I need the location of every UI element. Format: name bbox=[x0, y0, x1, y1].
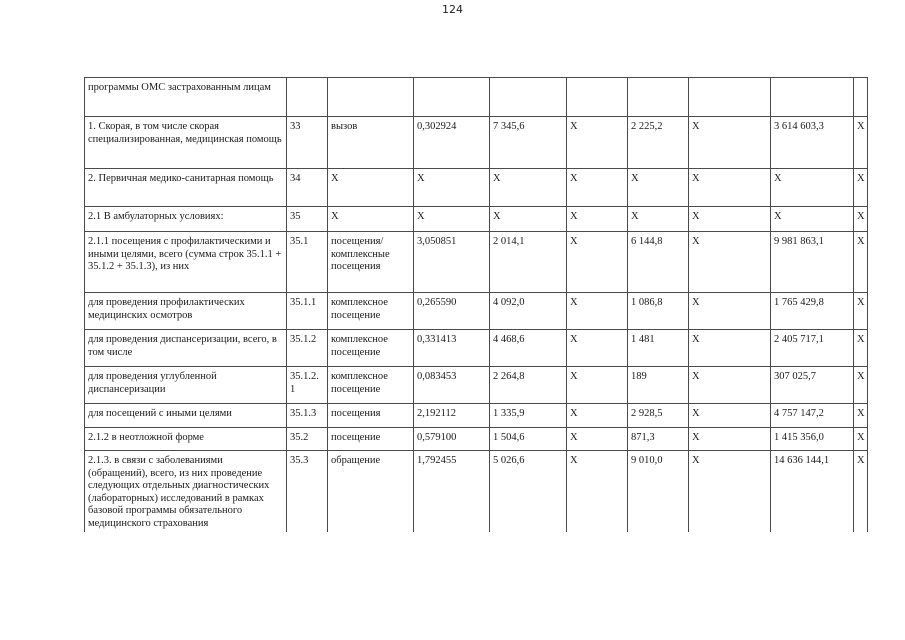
row-x-cell: Х bbox=[689, 330, 771, 367]
row-norm-volume-cell bbox=[414, 78, 490, 117]
row-norm-volume-cell: 3,050851 bbox=[414, 232, 490, 293]
row-x-cell bbox=[567, 78, 628, 117]
report-table bbox=[84, 77, 868, 532]
row-name-cell: для посещений с иными целями bbox=[85, 404, 287, 428]
row-norm-cost-cell: Х bbox=[490, 207, 567, 232]
row-x-cell: Х bbox=[854, 451, 868, 533]
table-row bbox=[85, 428, 868, 451]
row-code-cell: 35.1.2 bbox=[287, 330, 328, 367]
row-code-cell: 34 bbox=[287, 169, 328, 207]
row-x-cell: Х bbox=[567, 451, 628, 533]
row-per-capita-cell: 2 928,5 bbox=[628, 404, 689, 428]
row-x-cell: Х bbox=[689, 232, 771, 293]
row-norm-volume-cell: Х bbox=[414, 207, 490, 232]
row-x-cell: Х bbox=[567, 117, 628, 169]
row-norm-cost-cell: Х bbox=[490, 169, 567, 207]
table-row bbox=[85, 367, 868, 404]
row-x-cell bbox=[854, 78, 868, 117]
row-norm-volume-cell: 0,083453 bbox=[414, 367, 490, 404]
row-total-cell: 9 981 863,1 bbox=[771, 232, 854, 293]
row-code-cell: 33 bbox=[287, 117, 328, 169]
row-unit-cell: посещения/комплексные посещения bbox=[328, 232, 414, 293]
row-x-cell: Х bbox=[854, 207, 868, 232]
row-per-capita-cell: Х bbox=[628, 169, 689, 207]
row-norm-volume-cell: 0,265590 bbox=[414, 293, 490, 330]
row-name-cell: для проведения диспансеризации, всего, в том числе bbox=[85, 330, 287, 367]
row-x-cell: Х bbox=[689, 451, 771, 533]
row-x-cell: Х bbox=[854, 232, 868, 293]
row-total-cell: 1 415 356,0 bbox=[771, 428, 854, 451]
table-row bbox=[85, 169, 868, 207]
row-unit-cell bbox=[328, 78, 414, 117]
row-unit-cell: комплексное посещение bbox=[328, 330, 414, 367]
row-name-cell: для проведения профилактических медицинских осмотров bbox=[85, 293, 287, 330]
row-unit-cell: комплексное посещение bbox=[328, 293, 414, 330]
row-x-cell: Х bbox=[567, 367, 628, 404]
row-code-cell: 35.1.3 bbox=[287, 404, 328, 428]
row-total-cell: Х bbox=[771, 207, 854, 232]
table-row bbox=[85, 330, 868, 367]
row-x-cell: Х bbox=[854, 404, 868, 428]
row-code-cell: 35 bbox=[287, 207, 328, 232]
row-norm-cost-cell: 7 345,6 bbox=[490, 117, 567, 169]
row-x-cell: Х bbox=[689, 428, 771, 451]
row-total-cell: 1 765 429,8 bbox=[771, 293, 854, 330]
row-x-cell: Х bbox=[567, 293, 628, 330]
row-name-cell: 2.1.1 посещения с профилактическими и иными целями, всего (сумма строк 35.1.1 + 35.1.2 + 35.1.3), из них bbox=[85, 232, 287, 293]
row-x-cell: Х bbox=[854, 293, 868, 330]
row-unit-cell: комплексное посещение bbox=[328, 367, 414, 404]
row-code-cell bbox=[287, 78, 328, 117]
row-total-cell: 307 025,7 bbox=[771, 367, 854, 404]
row-name-cell: 2.1.2 в неотложной форме bbox=[85, 428, 287, 451]
row-per-capita-cell: 871,3 bbox=[628, 428, 689, 451]
table-row bbox=[85, 232, 868, 293]
row-norm-cost-cell bbox=[490, 78, 567, 117]
row-x-cell: Х bbox=[567, 330, 628, 367]
row-norm-cost-cell: 2 014,1 bbox=[490, 232, 567, 293]
row-per-capita-cell: 189 bbox=[628, 367, 689, 404]
table-row bbox=[85, 78, 868, 117]
row-x-cell: Х bbox=[689, 404, 771, 428]
row-code-cell: 35.2 bbox=[287, 428, 328, 451]
row-name-cell: для проведения углубленной диспансеризации bbox=[85, 367, 287, 404]
row-per-capita-cell: 2 225,2 bbox=[628, 117, 689, 169]
row-total-cell: 2 405 717,1 bbox=[771, 330, 854, 367]
row-x-cell: Х bbox=[854, 428, 868, 451]
row-x-cell: Х bbox=[567, 207, 628, 232]
row-per-capita-cell: 1 481 bbox=[628, 330, 689, 367]
row-norm-volume-cell: 1,792455 bbox=[414, 451, 490, 533]
row-x-cell: Х bbox=[689, 207, 771, 232]
row-per-capita-cell bbox=[628, 78, 689, 117]
row-norm-cost-cell: 4 468,6 bbox=[490, 330, 567, 367]
row-x-cell: Х bbox=[854, 330, 868, 367]
row-name-cell: 1. Скорая, в том числе скорая специализированная, медицинская помощь bbox=[85, 117, 287, 169]
row-total-cell: 4 757 147,2 bbox=[771, 404, 854, 428]
row-unit-cell: Х bbox=[328, 169, 414, 207]
row-x-cell: Х bbox=[567, 169, 628, 207]
row-x-cell: Х bbox=[854, 367, 868, 404]
row-x-cell: Х bbox=[689, 117, 771, 169]
row-x-cell bbox=[689, 78, 771, 117]
row-unit-cell: вызов bbox=[328, 117, 414, 169]
row-x-cell: Х bbox=[567, 428, 628, 451]
row-unit-cell: Х bbox=[328, 207, 414, 232]
row-total-cell: 14 636 144,1 bbox=[771, 451, 854, 533]
row-x-cell: Х bbox=[854, 117, 868, 169]
row-total-cell: 3 614 603,3 bbox=[771, 117, 854, 169]
row-norm-cost-cell: 5 026,6 bbox=[490, 451, 567, 533]
row-norm-volume-cell: 0,302924 bbox=[414, 117, 490, 169]
table-row bbox=[85, 207, 868, 232]
row-name-cell: 2.1.3. в связи с заболеваниями (обращений), всего, из них проведение следующих отдельных диагностических (лабораторных) исследований в рамках базовой программы обязательного медицинского страхования bbox=[85, 451, 287, 533]
row-name-cell: 2. Первичная медико-санитарная помощь bbox=[85, 169, 287, 207]
row-x-cell: Х bbox=[854, 169, 868, 207]
row-norm-cost-cell: 1 504,6 bbox=[490, 428, 567, 451]
row-total-cell: Х bbox=[771, 169, 854, 207]
row-unit-cell: посещение bbox=[328, 428, 414, 451]
row-per-capita-cell: 6 144,8 bbox=[628, 232, 689, 293]
row-norm-cost-cell: 2 264,8 bbox=[490, 367, 567, 404]
row-code-cell: 35.1.1 bbox=[287, 293, 328, 330]
row-norm-volume-cell: 0,331413 bbox=[414, 330, 490, 367]
row-norm-volume-cell: 2,192112 bbox=[414, 404, 490, 428]
table-row bbox=[85, 404, 868, 428]
row-name-cell: программы ОМС застрахованным лицам bbox=[85, 78, 287, 117]
table-row bbox=[85, 451, 868, 533]
row-x-cell: Х bbox=[689, 367, 771, 404]
row-code-cell: 35.1 bbox=[287, 232, 328, 293]
row-norm-cost-cell: 4 092,0 bbox=[490, 293, 567, 330]
row-x-cell: Х bbox=[689, 169, 771, 207]
row-norm-volume-cell: 0,579100 bbox=[414, 428, 490, 451]
row-unit-cell: обращение bbox=[328, 451, 414, 533]
row-x-cell: Х bbox=[689, 293, 771, 330]
row-x-cell: Х bbox=[567, 232, 628, 293]
row-per-capita-cell: 9 010,0 bbox=[628, 451, 689, 533]
row-name-cell: 2.1 В амбулаторных условиях: bbox=[85, 207, 287, 232]
row-code-cell: 35.3 bbox=[287, 451, 328, 533]
row-norm-cost-cell: 1 335,9 bbox=[490, 404, 567, 428]
table-row bbox=[85, 117, 868, 169]
row-total-cell bbox=[771, 78, 854, 117]
row-per-capita-cell: 1 086,8 bbox=[628, 293, 689, 330]
row-per-capita-cell: Х bbox=[628, 207, 689, 232]
row-norm-volume-cell: Х bbox=[414, 169, 490, 207]
row-x-cell: Х bbox=[567, 404, 628, 428]
table-body bbox=[85, 78, 868, 533]
row-unit-cell: посещения bbox=[328, 404, 414, 428]
row-code-cell: 35.1.2.1 bbox=[287, 367, 328, 404]
table-row bbox=[85, 293, 868, 330]
page-number: 124 bbox=[442, 3, 463, 16]
